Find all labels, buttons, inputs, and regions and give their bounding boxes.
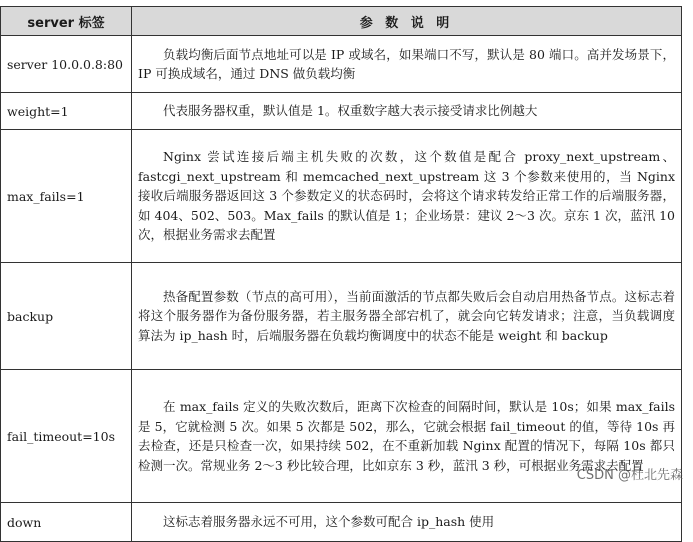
table-row <box>1 93 682 130</box>
table-row <box>1 503 682 542</box>
param-name-cell: weight=1 <box>1 93 132 130</box>
param-description-cell: Nginx 尝试连接后端主机失败的次数，这个数值是配合 proxy_next_upstream、fastcgi_next_upstream 和 memcached_next_upstream 这 3 个参数来使用的，当 Nginx 接收后端服务器返回这 3 个参数定义的状态码时，会将这个请求转发给正常工作的后端服务器，如 404、502、503。Max_fails 的默认值是 1；企业场景：建议 2～3 次。京东 1 次，蓝汛 10 次，根据业务需求去配置 <box>132 130 682 263</box>
param-name-cell: fail_timeout=10s <box>1 370 132 503</box>
param-name-cell: server 10.0.0.8:80 <box>1 36 132 93</box>
param-name-cell: max_fails=1 <box>1 130 132 263</box>
upstream-parameter-table <box>0 6 682 542</box>
table-row <box>1 263 682 370</box>
param-description-cell: 这标志着服务器永远不可用，这个参数可配合 ip_hash 使用 <box>132 503 682 542</box>
param-description-cell: 代表服务器权重，默认值是 1。权重数字越大表示接受请求比例越大 <box>132 93 682 130</box>
param-description-cell: 热备配置参数（节点的高可用），当前面激活的节点都失败后会自动启用热备节点。这标志着将这个服务器作为备份服务器，若主服务器全部宕机了，就会向它转发请求；注意，当负载调度算法为 ip_hash 时，后端服务器在负载均衡调度中的状态不能是 weight 和 backup <box>132 263 682 370</box>
parameter-table-wrapper <box>0 6 681 542</box>
table-header-row <box>1 7 682 36</box>
param-name-cell: backup <box>1 263 132 370</box>
header-server-tag: server 标签 <box>1 7 132 36</box>
param-description-cell: 负载均衡后面节点地址可以是 IP 或域名，如果端口不写，默认是 80 端口。高并发场景下，IP 可换成域名，通过 DNS 做负载均衡 <box>132 36 682 93</box>
param-name-cell: down <box>1 503 132 542</box>
table-row <box>1 36 682 93</box>
header-description: 参 数 说 明 <box>132 7 682 36</box>
table-row <box>1 130 682 263</box>
param-description-cell: 在 max_fails 定义的失败次数后，距离下次检查的间隔时间，默认是 10s；如果 max_fails 是 5，它就检测 5 次。如果 5 次都是 502，那么，它就会根据 fail_timeout 的值，等待 10s 再去检查，还是只检查一次，如果持续 502，在不重新加载 Nginx 配置的情况下，每隔 10s 都只检测一次。常规业务 2～3 秒比较合理，比如京东 3 秒，蓝汛 3 秒，可根据业务需求去配置 <box>132 370 682 503</box>
csdn-watermark: CSDN @杜北先森 <box>576 468 683 483</box>
